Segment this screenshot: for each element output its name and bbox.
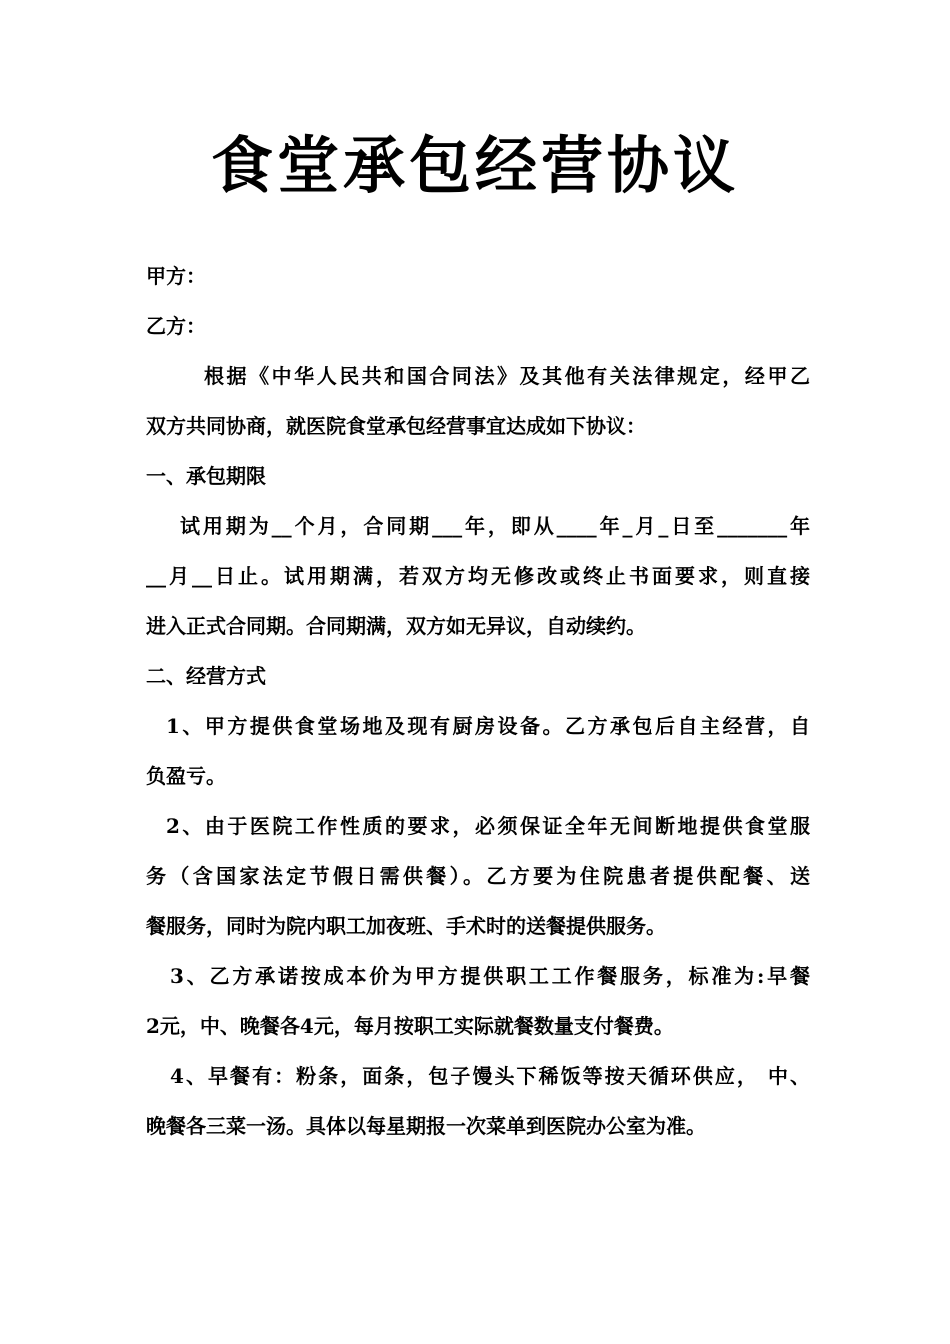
section2-item-line: 负盈亏。 [146, 764, 226, 788]
document-body [146, 251, 810, 1151]
section2-item-line: 2元，中、晚餐各4元，每月按职工实际就餐数量支付餐费。 [146, 1014, 674, 1038]
party-a-label: 甲方： [146, 264, 206, 288]
section1-line: 试用期为__个月，合同期___年，即从____年_月_日至_______年 [180, 514, 810, 538]
section-heading: 一、承包期限 [146, 464, 266, 488]
section2-item-line: 晚餐各三菜一汤。具体以每星期报一次菜单到医院办公室为准。 [146, 1114, 706, 1138]
section1-line: __月__日止。试用期满，若双方均无修改或终止书面要求，则直接 [146, 564, 810, 588]
section2-item-line: 2、由于医院工作性质的要求，必须保证全年无间断地提供食堂服 [166, 814, 810, 838]
section2-item-line: 4、早餐有：粉条，面条，包子馒头下稀饭等按天循环供应， 中、 [170, 1064, 810, 1088]
section2-item-line: 3、乙方承诺按成本价为甲方提供职工工作餐服务，标准为:早餐 [170, 964, 810, 988]
section1-line: 进入正式合同期。合同期满，双方如无异议，自动续约。 [146, 614, 646, 638]
section2-item-line: 务（含国家法定节假日需供餐）。乙方要为住院患者提供配餐、送 [146, 864, 810, 888]
preamble-line: 双方共同协商，就医院食堂承包经营事宜达成如下协议： [146, 414, 646, 438]
party-b-label: 乙方： [146, 314, 206, 338]
preamble-line: 根据《中华人民共和国合同法》及其他有关法律规定，经甲乙 [204, 364, 810, 388]
section2-item-line: 1、甲方提供食堂场地及现有厨房设备。乙方承包后自主经营，自 [166, 714, 810, 738]
section-heading: 二、经营方式 [146, 664, 266, 688]
document-title: 食堂承包经营协议 [210, 129, 739, 202]
section2-item-line: 餐服务，同时为院内职工加夜班、手术时的送餐提供服务。 [146, 914, 666, 938]
